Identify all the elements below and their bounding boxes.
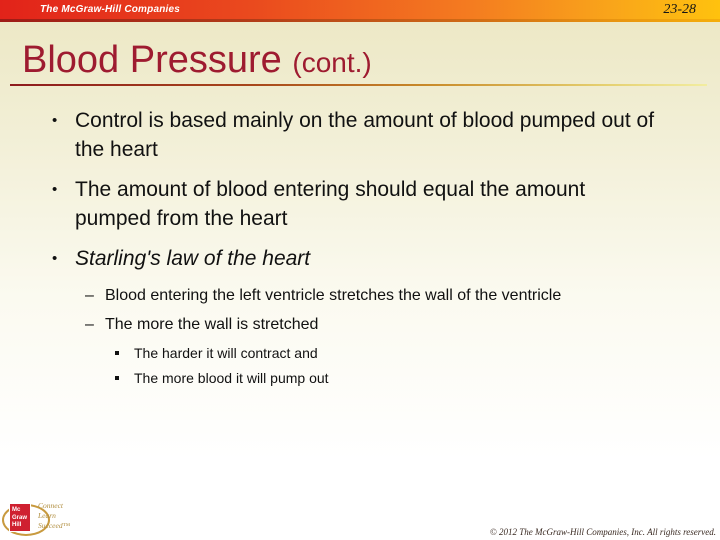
title-divider-rule [10, 84, 707, 86]
sub-sub-bullet-text: The more blood it will pump out [134, 370, 329, 386]
bullet-dot-icon: • [52, 181, 58, 198]
sub-sub-bullet-item [115, 367, 695, 389]
sub-bullet-item [85, 313, 695, 337]
mcgraw-hill-footer-logo [2, 500, 82, 537]
tagline-line: Succeed™ [38, 521, 70, 531]
top-banner-accent-stripe [0, 19, 720, 22]
logo-line: Graw [12, 514, 28, 521]
dash-bullet-icon: – [85, 316, 94, 333]
sub-bullet-text: Blood entering the left ventricle stretches the wall of the ventricle [105, 287, 562, 304]
dash-bullet-icon: – [85, 287, 94, 304]
bullet-item [52, 244, 695, 273]
mcgraw-hill-logo-icon [9, 503, 31, 532]
logo-line: Mc [12, 507, 21, 513]
sub-sub-bullet-text: The harder it will contract and [134, 345, 318, 361]
bullet-text: Control is based mainly on the amount of blood pumped out of the heart [75, 109, 655, 161]
bullet-item [52, 175, 695, 233]
sub-sub-bullet-item [115, 342, 695, 364]
bullet-text: The amount of blood entering should equal the amount pumped from the heart [75, 178, 586, 230]
bullet-item [52, 106, 695, 164]
square-bullet-icon [115, 351, 119, 355]
logo-line: Hill [12, 522, 22, 528]
mcgraw-hill-brand-logotype: The McGraw-Hill Companies [40, 4, 181, 15]
slide-body [0, 106, 695, 392]
slide-title-suffix: (cont.) [292, 47, 372, 78]
bullet-dot-icon: • [52, 250, 58, 267]
bullet-dot-icon: • [52, 112, 58, 129]
slide-page-number: 23-28 [663, 2, 696, 17]
tagline-line: Connect [38, 501, 63, 510]
copyright-notice: © 2012 The McGraw-Hill Companies, Inc. All rights reserved. [489, 527, 716, 537]
sub-bullet-item [85, 284, 695, 308]
square-bullet-icon [115, 376, 119, 380]
logo-tagline [38, 501, 70, 531]
tagline-line: Learn [38, 511, 56, 521]
slide-title-main: Blood Pressure [22, 39, 282, 81]
sub-bullet-text: The more the wall is stretched [105, 316, 319, 333]
slide-title [22, 40, 372, 83]
bullet-text: Starling's law of the heart [75, 247, 311, 270]
